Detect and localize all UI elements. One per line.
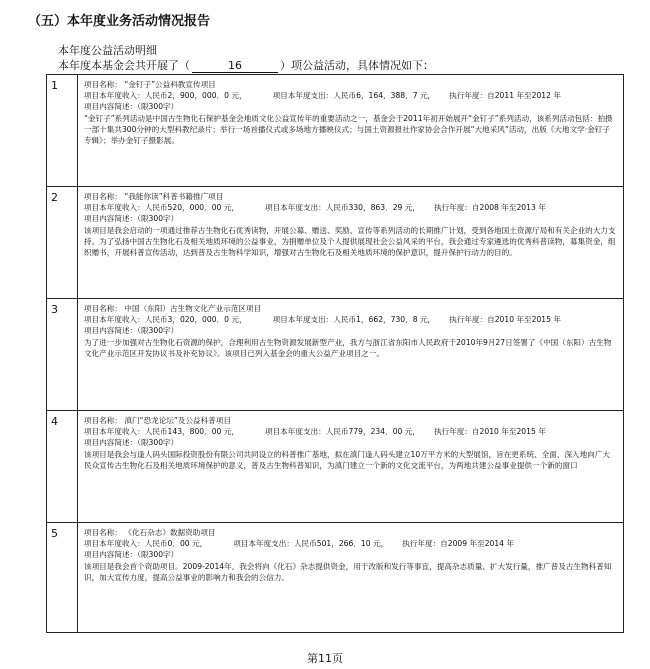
project-description: “金钉子”系列活动是中国古生物化石保护基金会地质文化公益宣传年的重要活动之一，基金会于2011年初开始展开“金钉子”系列活动，该系列活动包括：拍摄一部十集共300分钟的大型科教纪录片；举行一场首播仪式或多场地方播映仪式；与国土资源报社作家协会合作开展“大地采风”活动，出版《大地文学·金钉子专辑》；举办金钉子摄影展。 xyxy=(84,113,613,146)
project-description: 为了进一步加强对古生物化石资源的保护，合理利用古生物资源发展新型产业，我方与浙江省东阳市人民政府于2010年9月27日签署了《中国（东阳）古生物文化产业示范区开发协议书及补充协议》。该项目已列入基金会的重大公益产业项目之一。 xyxy=(84,337,612,358)
project-desc-label: 项目内容简述：（限300字） xyxy=(84,326,179,336)
page-number: 第11页 xyxy=(307,652,343,665)
project-number-text: 2 xyxy=(51,191,58,204)
summary-prefix: 本年度本基金会共开展了（ xyxy=(58,59,190,72)
project-number-text: 1 xyxy=(51,79,58,92)
project-number xyxy=(47,75,78,187)
project-row xyxy=(47,187,624,299)
project-income: 项目本年度收入：人民币2，900，000．0 元， xyxy=(84,91,247,101)
project-finance xyxy=(84,90,617,101)
project-description: 该项目是我会与逢人码头国际投资股份有限公司共同设立的科普推广基地，拟在滇门逢人码头建立10万平方米的大型展馆，旨在更系统、全面、深入地向广大民众宣传古生物化石及相关地质环境保护的意义，普及古生物科普知识，为滇门建立一个新的文化交流平台，为两地共建公益事业提供一个新的窗口 xyxy=(84,449,611,470)
project-income: 项目本年度收入：人民币3，020，000．0 元， xyxy=(84,315,247,325)
project-row xyxy=(47,411,624,523)
section-title: （五）本年度业务活动情况报告 xyxy=(28,14,211,29)
project-finance xyxy=(84,538,617,549)
project-name: 项目名称： 滇门“恐龙论坛”及公益科普项目 xyxy=(84,416,231,425)
project-period: 执行年度：自2010 年至2015 年 xyxy=(433,427,546,437)
summary-suffix: ）项公益活动，具体情况如下： xyxy=(280,59,434,72)
project-income: 项目本年度收入：人民币0．00 元， xyxy=(84,539,208,549)
project-description: 该项目是我会首个资助项目。2009-2014年，我会将向《化石》杂志提供资金，用于改版和发行等事宜，提高杂志质量、扩大发行量，推广普及古生物科普知识，加大宣传力度，提高公益事业的影响力和我会的公信力。 xyxy=(84,561,612,582)
project-number-text: 3 xyxy=(51,303,58,316)
project-expense: 项目本年度支出：人民币779，234．00 元， xyxy=(264,427,420,437)
project-number xyxy=(47,411,78,523)
project-finance xyxy=(84,426,617,437)
project-income: 项目本年度收入：人民币143，800．00 元， xyxy=(84,427,239,437)
subtitle: 本年度公益活动明细 xyxy=(58,44,157,57)
project-period: 执行年度：自2010 年至2015 年 xyxy=(449,315,561,325)
project-details xyxy=(78,299,624,411)
project-expense: 项目本年度支出：人民币330，863．29 元， xyxy=(264,203,420,213)
project-name: 项目名称： 中国（东阳）古生物文化产业示范区项目 xyxy=(84,304,262,313)
activity-summary xyxy=(58,57,434,73)
project-number-text: 4 xyxy=(51,415,58,428)
project-desc-label: 项目内容简述：（限300字） xyxy=(84,438,179,448)
project-name: 项目名称： “金钉子”公益科教宣传项目 xyxy=(84,80,216,89)
project-income: 项目本年度收入：人民币520，000．00 元， xyxy=(84,203,239,213)
activity-count: 16 xyxy=(192,59,278,73)
project-period: 执行年度：自2008 年至2013 年 xyxy=(433,203,546,213)
project-details xyxy=(78,75,624,187)
project-details xyxy=(78,187,624,299)
project-row xyxy=(47,299,624,411)
project-desc-label: 项目内容简述：（限300字） xyxy=(84,102,179,112)
project-finance xyxy=(84,202,617,213)
project-row xyxy=(47,523,624,633)
project-name: 项目名称： 《化石杂志》数据资助项目 xyxy=(84,528,216,537)
project-expense: 项目本年度支出：人民币501，266．10 元， xyxy=(233,539,389,549)
project-period: 执行年度：自2009 年至2014 年 xyxy=(402,539,515,549)
project-number-text: 5 xyxy=(51,527,58,540)
project-desc-label: 项目内容简述：（限300字） xyxy=(84,214,179,224)
project-finance xyxy=(84,314,617,325)
project-name: 项目名称： “我能你读”科普书籍推广项目 xyxy=(84,192,224,201)
project-desc-label: 项目内容简述：（限300字） xyxy=(84,550,179,560)
project-details xyxy=(78,411,624,523)
project-expense: 项目本年度支出：人民币6，164，388．7 元， xyxy=(272,91,436,101)
project-number xyxy=(47,187,78,299)
project-expense: 项目本年度支出：人民币1，662，730．8 元， xyxy=(272,315,436,325)
project-number xyxy=(47,299,78,411)
project-number xyxy=(47,523,78,633)
project-row xyxy=(47,75,624,187)
project-details xyxy=(78,523,624,633)
project-description: 该项目是我会启动的一项通过推荐古生物化石优秀读物，开展公募、赠送、奖励、宣传等系列活动的长期推广计划，受到各地国土资源厅局和有关企业的大力支持。为了弘扬中国古生物化石及相关地质环境的公益事业，为捐赠单位及个人提供展现社会公益风采的平台，我会通过专家遴选的优秀科普读物，募集资金，组织赠书，开展科普宣传活动，达到普及古生物科学知识，增强对古生物化石及相关地质环境的保护意识，提升保护行动力的目的。 xyxy=(84,225,616,258)
project-period: 执行年度：自2011 年至2012 年 xyxy=(449,91,561,101)
project-table xyxy=(46,74,624,633)
